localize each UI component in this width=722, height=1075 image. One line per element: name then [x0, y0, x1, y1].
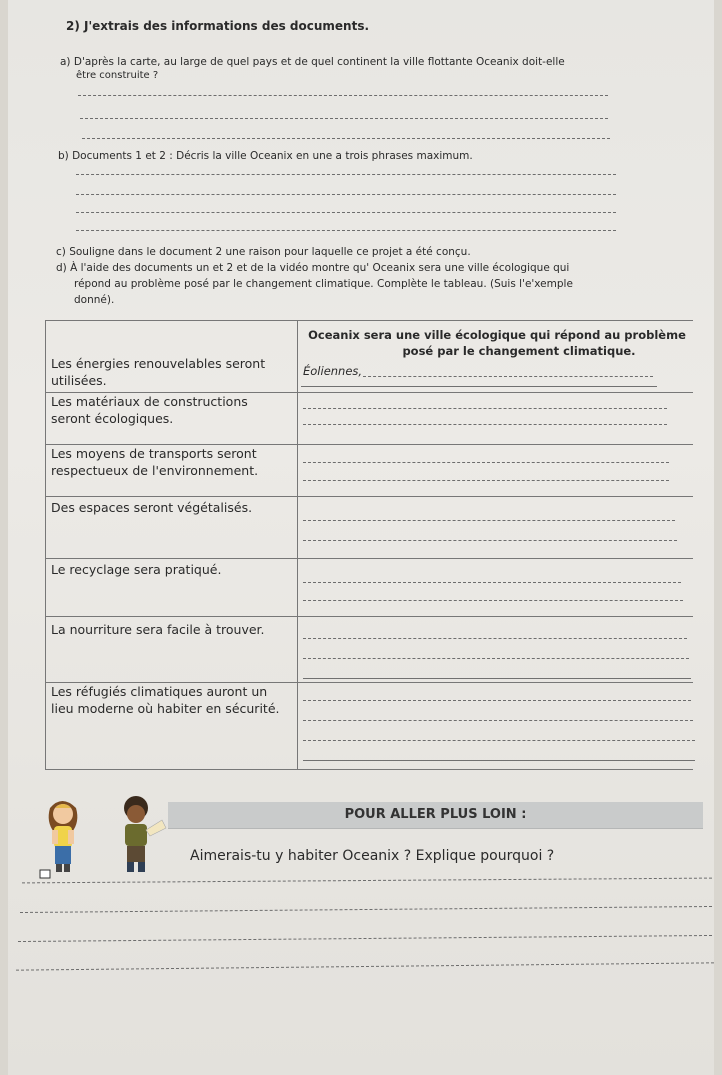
row-4-answer-line-1[interactable]: [303, 520, 675, 521]
row-6-answer-line-2[interactable]: [303, 658, 689, 659]
row-6-label: La nourriture sera facile à trouver.: [51, 622, 265, 637]
row-4-label: Des espaces seront végétalisés.: [51, 500, 253, 515]
row-7-answer-line-1[interactable]: [303, 700, 691, 701]
row-4-answer-line-2[interactable]: [303, 540, 677, 541]
example-answer: Éoliennes,: [303, 364, 363, 378]
children-illustration: [28, 790, 168, 880]
table-header-line1: Oceanix sera une ville écologique qui répond au problème: [308, 328, 686, 342]
worksheet-page: [8, 0, 714, 1075]
question-a-line1: a) D'après la carte, au large de quel pays et de quel continent la ville flottante Oceanix doit-elle: [60, 56, 565, 68]
row-2-answer-line-1[interactable]: [303, 408, 667, 409]
row-5-answer-line-1[interactable]: [303, 582, 681, 583]
question-c: c) Souligne dans le document 2 une raison pour laquelle ce projet a été conçu.: [56, 246, 471, 258]
row-5-answer-line-2[interactable]: [303, 600, 683, 601]
row-2-answer-line-2[interactable]: [303, 424, 667, 425]
row-1-label: Les énergies renouvelables seront utilisées.: [51, 356, 266, 388]
answer-line-b3[interactable]: [76, 212, 616, 213]
question-a-line2: être construite ?: [76, 70, 159, 81]
question-d-line3: donné).: [74, 294, 115, 306]
further-banner: [168, 802, 703, 829]
row-2-label: Les matériaux de constructions seront écologiques.: [51, 394, 248, 426]
row-7-answer-line-2[interactable]: [303, 720, 693, 721]
row-7-answer-line-3[interactable]: [303, 740, 695, 741]
boy-figure: [124, 796, 166, 872]
answer-line-a3[interactable]: [82, 138, 610, 139]
answer-line-b1[interactable]: [76, 174, 616, 175]
row-7-label: Les réfugiés climatiques auront un lieu moderne où habiter en sécurité.: [51, 684, 280, 716]
girl-figure: [49, 801, 78, 872]
further-answer-line-4[interactable]: [16, 962, 714, 970]
answer-table: [45, 320, 693, 770]
banner-title: POUR ALLER PLUS LOIN :: [344, 807, 527, 822]
row-6-answer-line-1[interactable]: [303, 638, 687, 639]
answer-line-b2[interactable]: [76, 194, 616, 195]
question-d-line1: d) À l'aide des documents un et 2 et de la vidéo montre qu' Oceanix sera une ville écologique qui: [56, 262, 570, 274]
answer-line-a1[interactable]: [78, 95, 608, 96]
further-question: Aimerais-tu y habiter Oceanix ? Explique pourquoi ?: [190, 848, 555, 864]
section-title: 2) J'extrais des informations des documents.: [66, 19, 370, 33]
row-3-answer-line-2[interactable]: [303, 480, 669, 481]
row-3-label: Les moyens de transports seront respectueux de l'environnement.: [51, 446, 259, 478]
row-6-answer-line-3[interactable]: [303, 678, 691, 679]
row-1-answer-line-1[interactable]: [363, 376, 653, 377]
answer-line-b4[interactable]: [76, 230, 616, 231]
row-3-answer-line-1[interactable]: [303, 462, 669, 463]
question-d-line2: répond au problème posé par le changement climatique. Complète le tableau. (Suis l'e'xemple: [74, 278, 573, 290]
row-1-answer-line-2[interactable]: [301, 386, 657, 387]
answer-line-a2[interactable]: [80, 118, 608, 119]
checkbox-icon: [40, 870, 50, 878]
table-header-line2: posé par le changement climatique.: [402, 344, 636, 358]
row-7-answer-line-4[interactable]: [303, 760, 695, 761]
further-answer-line-2[interactable]: [20, 906, 712, 913]
further-answer-line-3[interactable]: [18, 935, 712, 942]
row-5-label: Le recyclage sera pratiqué.: [51, 562, 222, 577]
question-b: b) Documents 1 et 2 : Décris la ville Oceanix en une a trois phrases maximum.: [58, 150, 473, 162]
